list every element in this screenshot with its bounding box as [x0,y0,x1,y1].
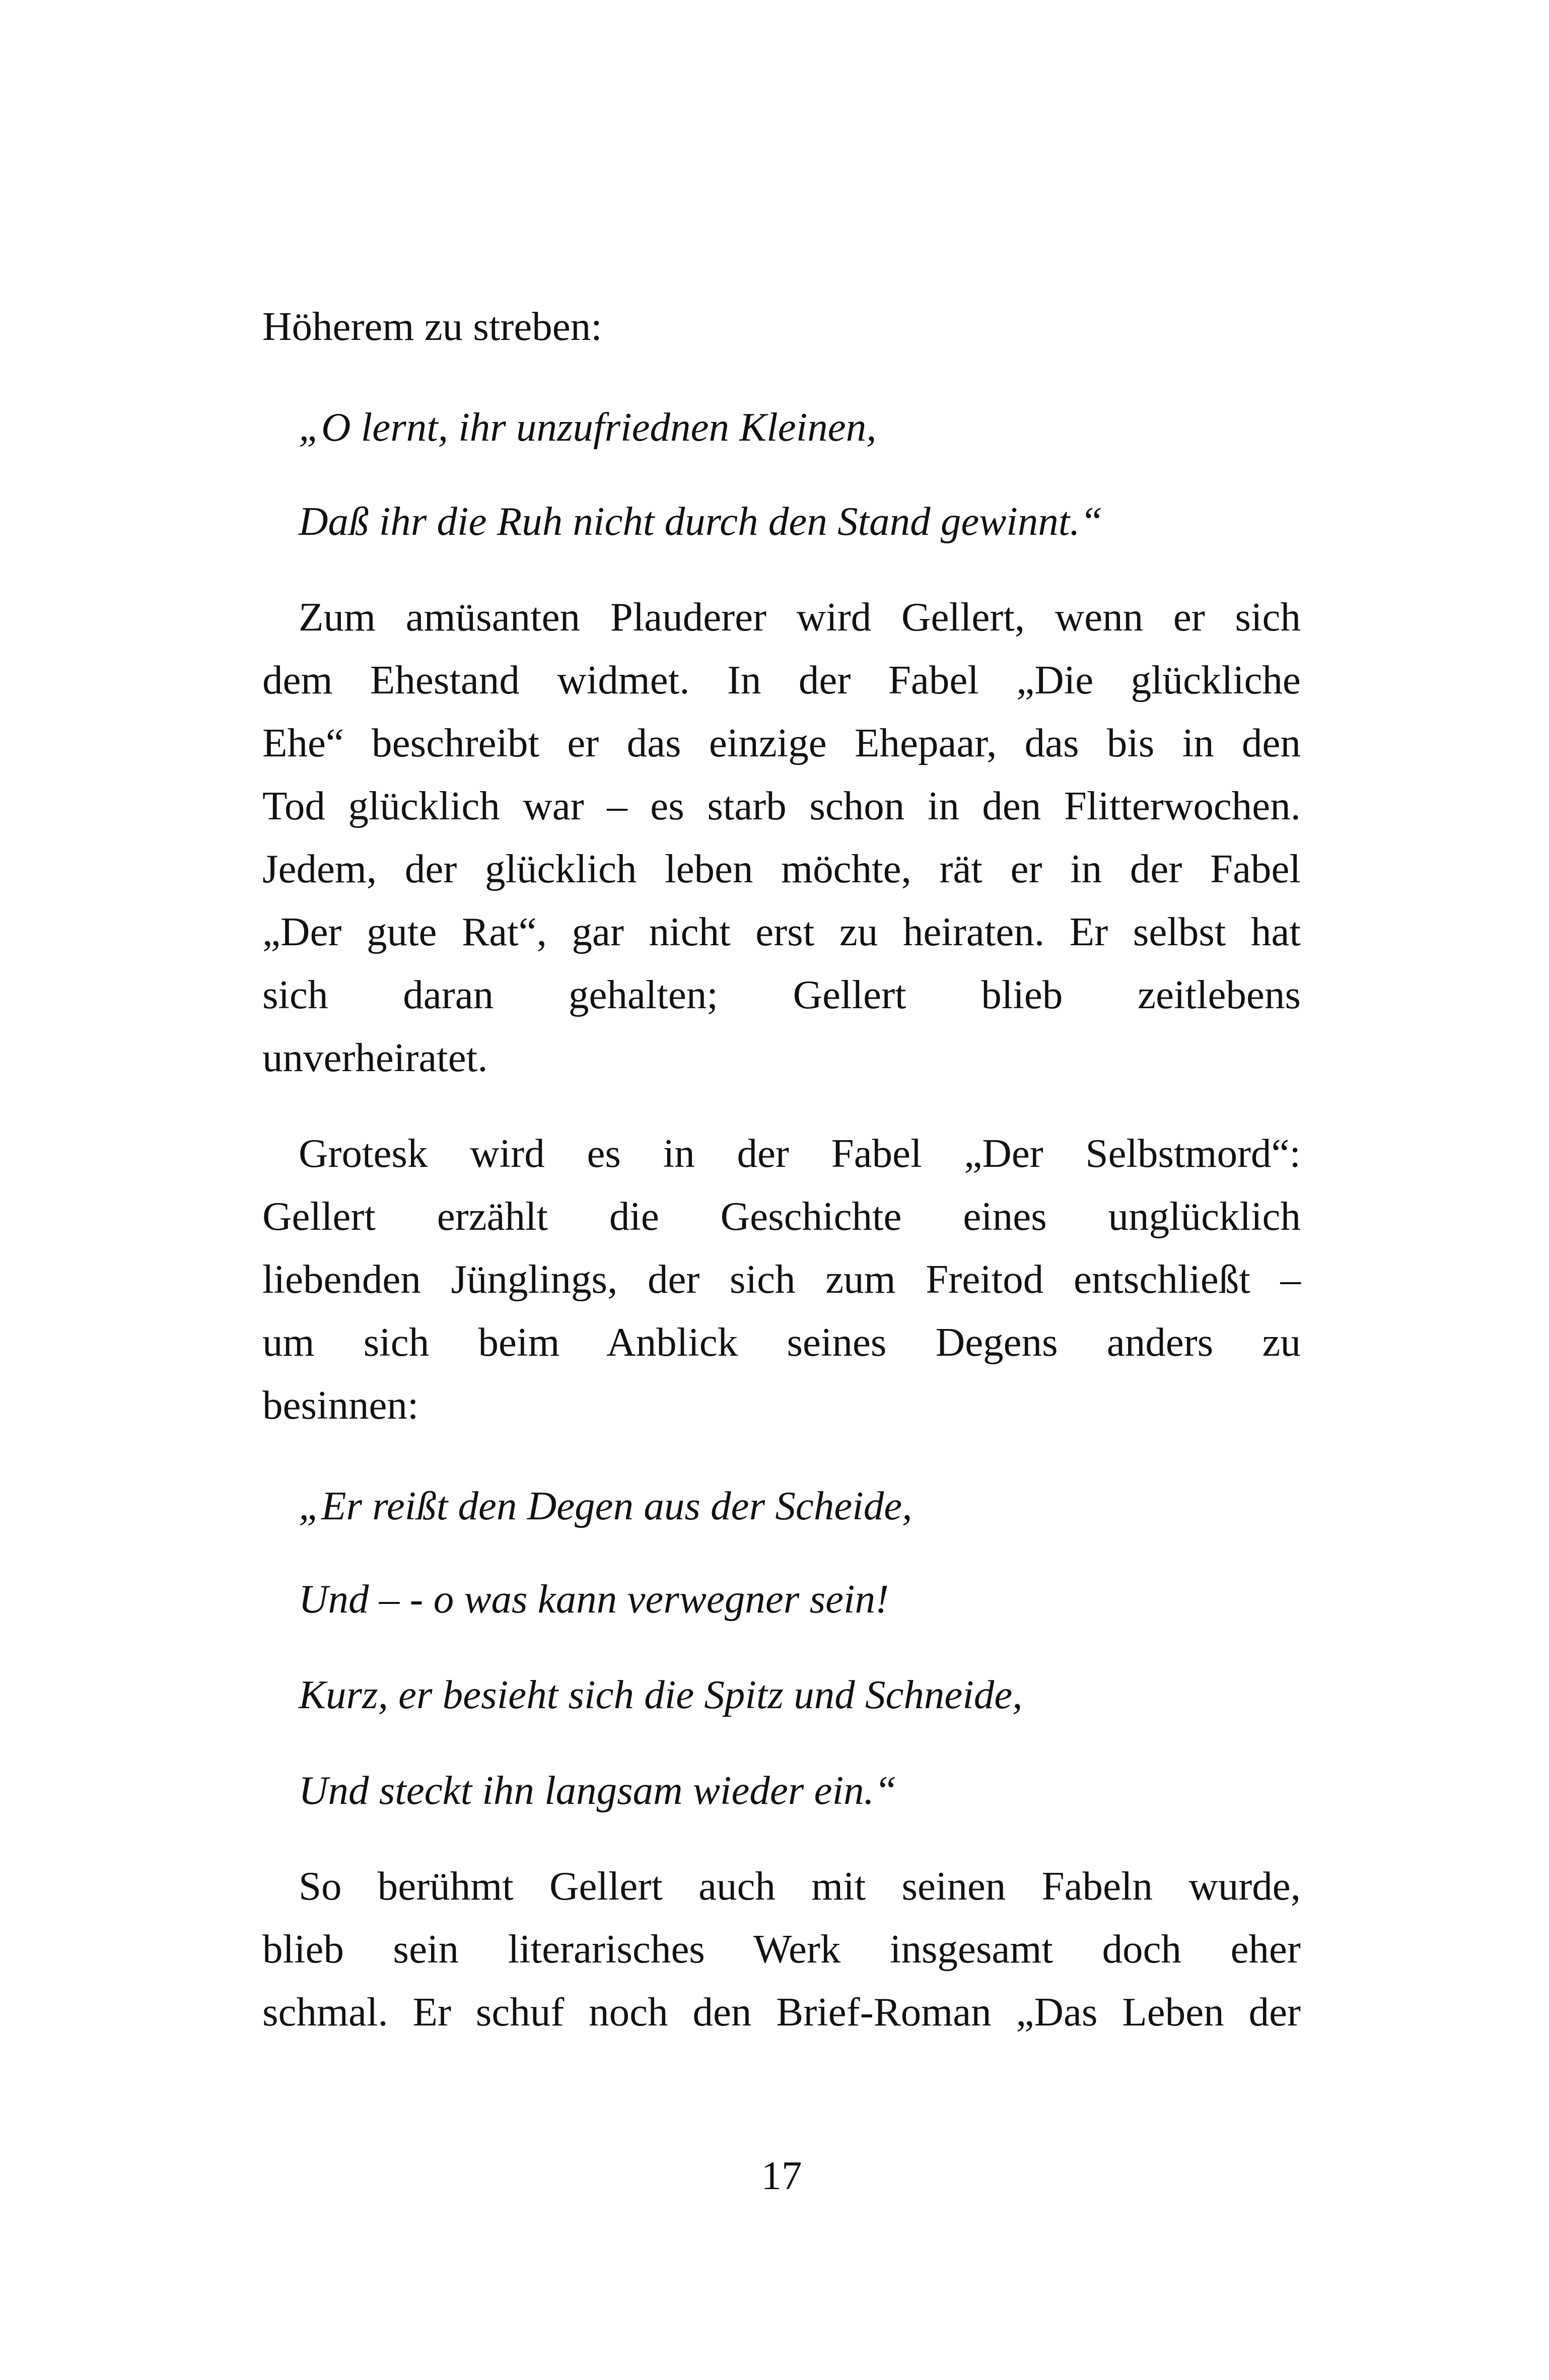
paragraph-line: besinnen: [262,1382,419,1428]
page-number: 17 [761,2153,802,2198]
paragraph-line: um sich beim Anblick seines Degens anders zu [262,1319,1301,1365]
verse-line: Und steckt ihn langsam wieder ein.“ [299,1768,897,1813]
paragraph-line: Grotesk wird es in der Fabel „Der Selbstmord“: [299,1131,1301,1176]
paragraph-line: Jedem, der glücklich leben möchte, rät er in der Fabel [262,846,1301,891]
paragraph-line: Ehe“ beschreibt er das einzige Ehepaar, das bis in den [262,720,1301,765]
paragraph-line: „Der gute Rat“, gar nicht erst zu heiraten. Er selbst hat [262,909,1301,954]
verse-line: Kurz, er besieht sich die Spitz und Schneide, [299,1672,1023,1717]
paragraph-line: Gellert erzählt die Geschichte eines unglücklich [262,1194,1301,1239]
text-line: Höherem zu streben: [262,304,602,349]
paragraph-line: unverheiratet. [262,1035,488,1080]
paragraph-line: schmal. Er schuf noch den Brief-Roman „Das Leben der [262,1989,1301,2035]
verse-line: „O lernt, ihr unzufriednen Kleinen, [299,404,877,450]
paragraph-line: liebenden Jünglings, der sich zum Freitod entschließt – [262,1256,1301,1302]
paragraph-line: So berühmt Gellert auch mit seinen Fabeln wurde, [299,1863,1301,1909]
verse-line: Daß ihr die Ruh nicht durch den Stand gewinnt.“ [299,499,1103,544]
book-page [262,0,1301,2380]
paragraph-line: dem Ehestand widmet. In der Fabel „Die glückliche [262,657,1301,703]
verse-line: Und – - o was kann verwegner sein! [299,1576,889,1622]
paragraph-line: Zum amüsanten Plauderer wird Gellert, wenn er sich [299,594,1301,640]
verse-line: „Er reißt den Degen aus der Scheide, [299,1483,912,1528]
paragraph-line: sich daran gehalten; Gellert blieb zeitlebens [262,972,1301,1017]
paragraph-line: Tod glücklich war – es starb schon in den Flitterwochen. [262,783,1301,828]
paragraph-line: blieb sein literarisches Werk insgesamt doch eher [262,1926,1301,1972]
